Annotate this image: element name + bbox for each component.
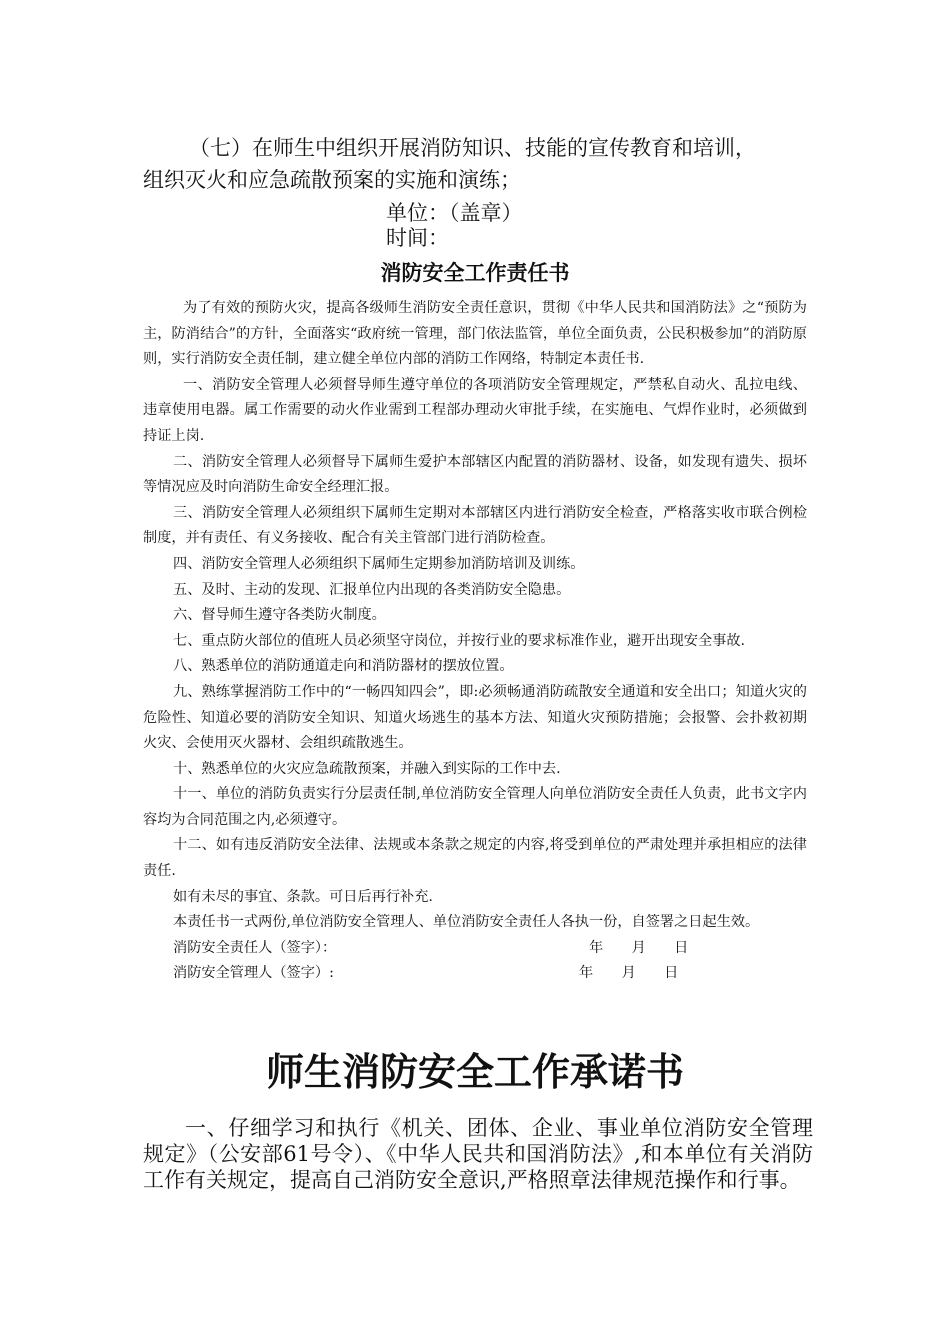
clause-12: 十二、如有违反消防安全法律、法规或本条款之规定的内容,将受到单位的严肃处理并承担相应的法律责任.	[143, 837, 807, 880]
copies-paragraph: 本责任书一式两份,单位消防安全管理人、单位消防安全责任人各执一份，自签署之日起生效。	[173, 914, 760, 931]
clause-11: 十一、单位的消防负责实行分层责任制,单位消防安全管理人向单位消防安全责任人负责，此书文字内容均为合同范围之内,必须遵守。	[143, 786, 807, 828]
item-7-line-1: （七）在师生中组织开展消防知识、技能的宣传教育和培训，	[189, 136, 756, 160]
clause-5: 五、及时、主动的发现、汇报单位内出现的各类消防安全隐患。	[173, 581, 571, 598]
manager-signature-label: 消防安全管理人（签字）:	[173, 965, 334, 982]
clause-1: 一、消防安全管理人必须督导师生遵守单位的各项消防安全管理规定，严禁私自动火、乱拉电线、违章使用电器。属工作需要的动火作业需到工程部办理动火审批手续，在实施电、气焊作业时，必须做到持证上岗.	[143, 376, 807, 444]
intro-paragraph: 为了有效的预防火灾，提高各级师生消防安全责任意识，贯彻《中华人民共和国消防法》之“预防为主，防消结合”的方针，全面落实“政府统一管理，部门依法监管，单位全面负责，公民积极参加”的消防原则，实行消防安全责任制，建立健全单位内部的消防工作网络，特制定本责任书.	[143, 300, 807, 368]
unit-seal-label: 单位：（盖章）	[386, 201, 523, 225]
clause-3: 三、消防安全管理人必须组织下属师生定期对本部辖区内进行消防安全检查，严格落实收市联合例检制度，并有责任、有义务接收、配合有关主管部门进行消防检查。	[143, 504, 807, 547]
clause-8: 八、熟悉单位的消防通道走向和消防器材的摆放位置。	[173, 658, 514, 675]
sign-row-responsible	[143, 936, 807, 962]
item-7-line-2: 组织灭火和应急疏散预案的实施和演练；	[143, 168, 521, 192]
clause-10: 十、熟悉单位的火灾应急疏散预案，并融入到实际的工作中去.	[173, 760, 561, 777]
supplement-paragraph: 如有未尽的事宜、条款。可日后再行补充.	[173, 888, 433, 905]
sign-row-manager	[143, 961, 807, 987]
clause-6: 六、督导师生遵守各类防火制度。	[173, 607, 386, 624]
clause-9: 九、熟练掌握消防工作中的“一畅四知四会”，即:必须畅通消防疏散安全通道和安全出口；知道火灾的危险性、知道必要的消防安全知识、知道火场逃生的基本方法、知道火灾预防措施；会报警、会扑救初期火灾、会使用灭火器材、会组织疏散逃生。	[143, 683, 807, 752]
time-label: 时间：	[386, 226, 449, 250]
promise-title: 师生消防安全工作承诺书	[265, 1050, 684, 1094]
responsible-date: 年 月 日	[589, 939, 689, 956]
item-7-paragraph	[143, 132, 823, 196]
promise-body	[143, 1115, 813, 1193]
promise-clause-1: 一、仔细学习和执行《机关、团体、企业、事业单位消防安全管理规定》（公安部61号令）、《中华人民共和国消防法》,和本单位有关消防工作有关规定，提高自己消防安全意识,严格照章法律规范操作和行事。	[143, 1116, 813, 1192]
clause-7: 七、重点防火部位的值班人员必须坚守岗位，并按行业的要求标准作业，避开出现安全事故.	[173, 632, 746, 649]
clause-4: 四、消防安全管理人必须组织下属师生定期参加消防培训及训练。	[173, 555, 585, 572]
responsible-signature-label: 消防安全责任人（签字）：	[173, 939, 337, 956]
manager-date: 年 月 日	[579, 965, 679, 982]
clause-2: 二、消防安全管理人必须督导下属师生爱护本部辖区内配置的消防器材、设备，如发现有遗失、损坏等情况应及时向消防生命安全经理汇报。	[143, 453, 807, 496]
responsibility-body	[143, 296, 807, 987]
responsibility-title: 消防安全工作责任书	[380, 261, 570, 285]
